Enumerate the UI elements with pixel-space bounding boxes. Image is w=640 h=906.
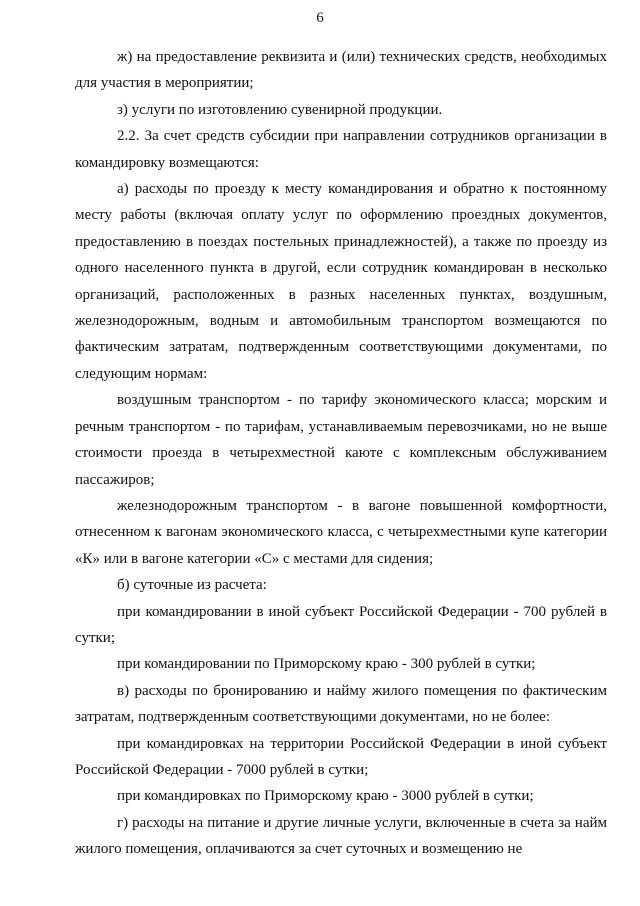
- paragraph-lodging-russia: при командировках на территории Российской Федерации в иной субъект Российской Федерации - 7000 рублей в сутки;: [75, 735, 607, 778]
- paragraph-2-2: 2.2. За счет средств субсидии при направлении сотрудников организации в командировку возмещаются:: [75, 128, 607, 171]
- paragraph-zh: ж) на предоставление реквизита и (или) технических средств, необходимых для участия в мероприятии;: [75, 49, 607, 92]
- paragraph-z: з) услуги по изготовлению сувенирной продукции.: [117, 101, 443, 118]
- page-number: 6: [316, 10, 324, 26]
- document-body: [75, 44, 607, 863]
- paragraph-b: б) суточные из расчета:: [117, 577, 267, 594]
- paragraph-g: г) расходы на питание и другие личные услуги, включенные в счета за найм жилого помещения, оплачиваются за счет суточных и возмещению не: [75, 814, 607, 858]
- paragraph-lodging-primorsky: при командировках по Приморскому краю - 3000 рублей в сутки;: [117, 788, 534, 805]
- paragraph-a: а) расходы по проезду к месту командирования и обратно к постоянному месту работы (включая оплату услуг по оформлению проездных документов, предоставлению в поездах постельных принадлежностей), а также по проезду из одного населенного пункта в другой, если сотрудник командирован в несколько организаций, расположенных в разных населенных пунктах, воздушным, железнодорожным, водным и автомобильным транспортом возмещаются по фактическим затратам, подтвержденным соответствующими документами, по следующим нормам:: [75, 181, 607, 382]
- paragraph-per-diem-russia: при командировании в иной субъект Российской Федерации - 700 рублей в сутки;: [75, 603, 607, 646]
- paragraph-air-transport: воздушным транспортом - по тарифу экономического класса; морским и речным транспортом - по тарифам, устанавливаемым перевозчиками, но не выше стоимости проезда в четырехместной каюте с комплексным обслуживанием пассажиров;: [75, 392, 607, 488]
- paragraph-v: в) расходы по бронированию и найму жилого помещения по фактическим затратам, подтвержденным соответствующими документами, но не более:: [75, 682, 607, 726]
- paragraph-rail-transport: железнодорожным транспортом - в вагоне повышенной комфортности, отнесенном к вагонам экономического класса, с четырехместными купе категории «К» или в вагоне категории «С» с местами для сидения;: [75, 497, 607, 567]
- paragraph-per-diem-primorsky: при командировании по Приморскому краю - 300 рублей в сутки;: [117, 656, 536, 673]
